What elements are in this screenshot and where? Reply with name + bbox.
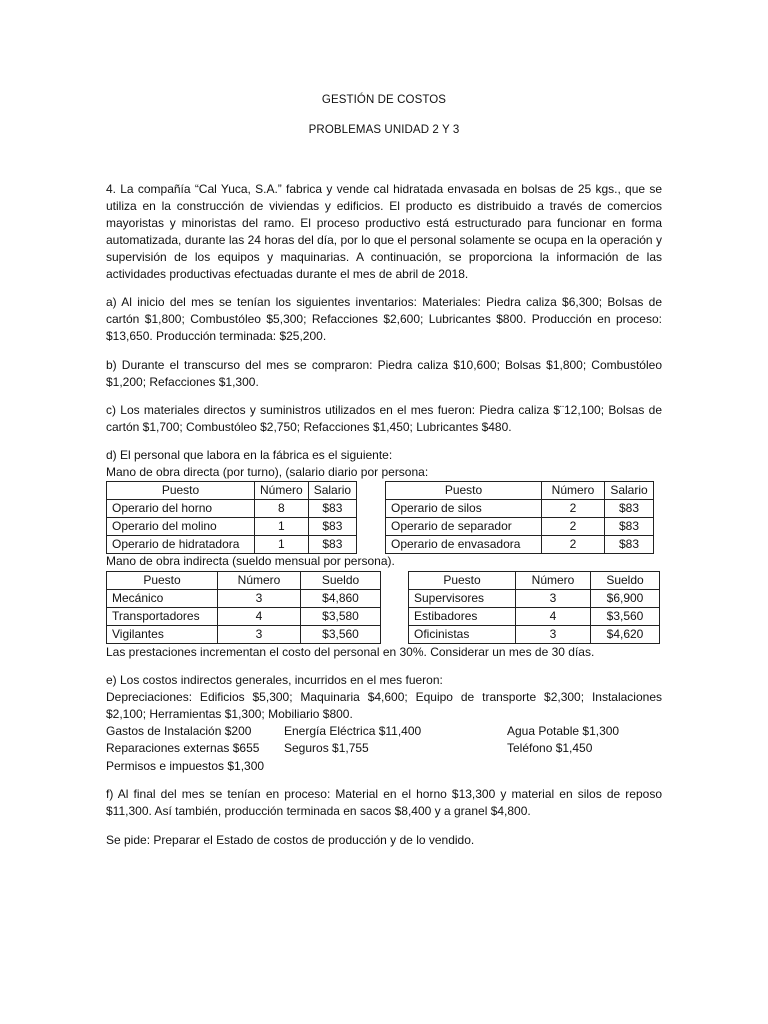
item-e-intro: e) Los costos indirectos generales, incurridos en el mes fueron: (106, 673, 443, 687)
table-cell: 8 (255, 500, 309, 518)
overhead-item: Seguros $1,755 (284, 741, 369, 755)
table-cell: 2 (542, 500, 605, 518)
table-cell: Operario de silos (386, 500, 542, 518)
column-header: Salario (605, 482, 654, 500)
table-cell: $83 (605, 518, 654, 536)
table-cell: $83 (308, 536, 356, 554)
item-b-paragraph: b) Durante el transcurso del mes se compraron: Piedra caliza $10,600; Bolsas $1,800; Combustóleo $1,200; Refacciones $1,300. (106, 358, 662, 389)
column-header: Sueldo (591, 572, 660, 590)
indirect-labor-title: Mano de obra indirecta (sueldo mensual por persona). (106, 554, 395, 568)
table-cell: Estibadores (409, 608, 516, 626)
table-cell: Transportadores (107, 608, 218, 626)
table-cell: 4 (516, 608, 591, 626)
table-cell: 3 (516, 590, 591, 608)
column-header: Número (255, 482, 309, 500)
table-cell: 1 (255, 518, 309, 536)
item-c-paragraph: c) Los materiales directos y suministros utilizados en el mes fueron: Piedra caliza $¨12,100; Bolsas de cartón $1,700; Combustóleo $2,750; Refacciones $1,450; Lubricantes $480. (106, 403, 662, 434)
table-cell: Operario del molino (107, 518, 255, 536)
table-cell: Operario de hidratadora (107, 536, 255, 554)
table-row (107, 536, 357, 554)
table-cell: 3 (516, 626, 591, 644)
table-row (386, 518, 654, 536)
table-row (386, 500, 654, 518)
table-cell: $83 (308, 518, 356, 536)
table-cell: 2 (542, 518, 605, 536)
table-cell: $83 (605, 536, 654, 554)
table-cell: $3,580 (301, 608, 381, 626)
item-d-intro: d) El personal que labora en la fábrica es el siguiente: (106, 448, 393, 462)
item-a-paragraph: a) Al inicio del mes se tenían los siguientes inventarios: Materiales: Piedra caliza $6,300; Bolsas de cartón $1,800; Combustóleo $5,300; Refacciones $2,600; Lubricantes $800. Producción en proceso: $13,650. Producción terminada: $25,200. (106, 295, 662, 343)
table-cell: $6,900 (591, 590, 660, 608)
table-cell: Mecánico (107, 590, 218, 608)
table-cell: $3,560 (301, 626, 381, 644)
table-cell: Operario de separador (386, 518, 542, 536)
overhead-item: Agua Potable $1,300 (507, 724, 620, 738)
item-f-paragraph: f) Al final del mes se tenían en proceso: Material en el horno $13,300 y material en silos de reposo $11,300. Así también, producción terminada en sacos $8,400 y a granel $4,800. (106, 787, 662, 818)
table-cell: Vigilantes (107, 626, 218, 644)
table-row (107, 626, 381, 644)
table-header-row (107, 482, 357, 500)
table-cell: $4,620 (591, 626, 660, 644)
direct-labor-title: Mano de obra directa (por turno), (salario diario por persona: (106, 465, 429, 479)
problem-4-paragraph: 4. La compañía “Cal Yuca, S.A.” fabrica y vende cal hidratada envasada en bolsas de 25 kgs., que se utiliza en la construcción de viviendas y edificios. El producto es distribuido a través de comercios mayoristas y minoristas del ramo. El proceso productivo está estructurado para funcionar en forma automatizada, durante las 24 horas del día, por lo que el personal solamente se ocupa en la operación y supervisión de los equipos y maquinarias. A continuación, se proporciona la información de las actividades productivas efectuadas durante el mes de abril de 2018. (106, 182, 662, 281)
table-cell: Operario del horno (107, 500, 255, 518)
table-cell: 1 (255, 536, 309, 554)
direct-labor-table-right (385, 481, 654, 554)
column-header: Puesto (409, 572, 516, 590)
column-header: Salario (308, 482, 356, 500)
table-row (107, 500, 357, 518)
indirect-labor-table-left (106, 571, 381, 644)
table-row (409, 626, 660, 644)
table-cell: $83 (308, 500, 356, 518)
table-row (107, 590, 381, 608)
table-cell: $4,860 (301, 590, 381, 608)
table-cell: $3,560 (591, 608, 660, 626)
table-row (409, 590, 660, 608)
direct-labor-table-left (106, 481, 357, 554)
column-header: Número (218, 572, 301, 590)
table-cell: Oficinistas (409, 626, 516, 644)
table-row (386, 536, 654, 554)
table-cell: $83 (605, 500, 654, 518)
overhead-item: Energía Eléctrica $11,400 (284, 724, 422, 738)
overhead-item: Gastos de Instalación $200 (106, 724, 252, 738)
table-header-row (409, 572, 660, 590)
table-cell: 2 (542, 536, 605, 554)
table-header-row (386, 482, 654, 500)
table-row (409, 608, 660, 626)
table-header-row (107, 572, 381, 590)
table-cell: Operario de envasadora (386, 536, 542, 554)
document-subtitle: PROBLEMAS UNIDAD 2 Y 3 (308, 124, 460, 136)
document-title: GESTIÓN DE COSTOS (321, 94, 447, 106)
column-header: Número (516, 572, 591, 590)
column-header: Sueldo (301, 572, 381, 590)
indirect-labor-table-right (408, 571, 660, 644)
depreciation-paragraph: Depreciaciones: Edificios $5,300; Maquinaria $4,600; Equipo de transporte $2,300; Instalaciones $2,100; Herramientas $1,300; Mobiliario $800. (106, 690, 662, 721)
column-header: Puesto (107, 572, 218, 590)
overhead-item: Permisos e impuestos $1,300 (106, 759, 265, 773)
task-statement: Se pide: Preparar el Estado de costos de producción y de lo vendido. (106, 833, 475, 847)
benefits-note: Las prestaciones incrementan el costo del personal en 30%. Considerar un mes de 30 días. (106, 645, 595, 659)
table-cell: 4 (218, 608, 301, 626)
table-row (107, 518, 357, 536)
overhead-item: Teléfono $1,450 (507, 741, 593, 755)
column-header: Número (542, 482, 605, 500)
column-header: Puesto (107, 482, 255, 500)
column-header: Puesto (386, 482, 542, 500)
table-cell: Supervisores (409, 590, 516, 608)
table-cell: 3 (218, 626, 301, 644)
table-row (107, 608, 381, 626)
table-cell: 3 (218, 590, 301, 608)
overhead-item: Reparaciones externas $655 (106, 741, 260, 755)
